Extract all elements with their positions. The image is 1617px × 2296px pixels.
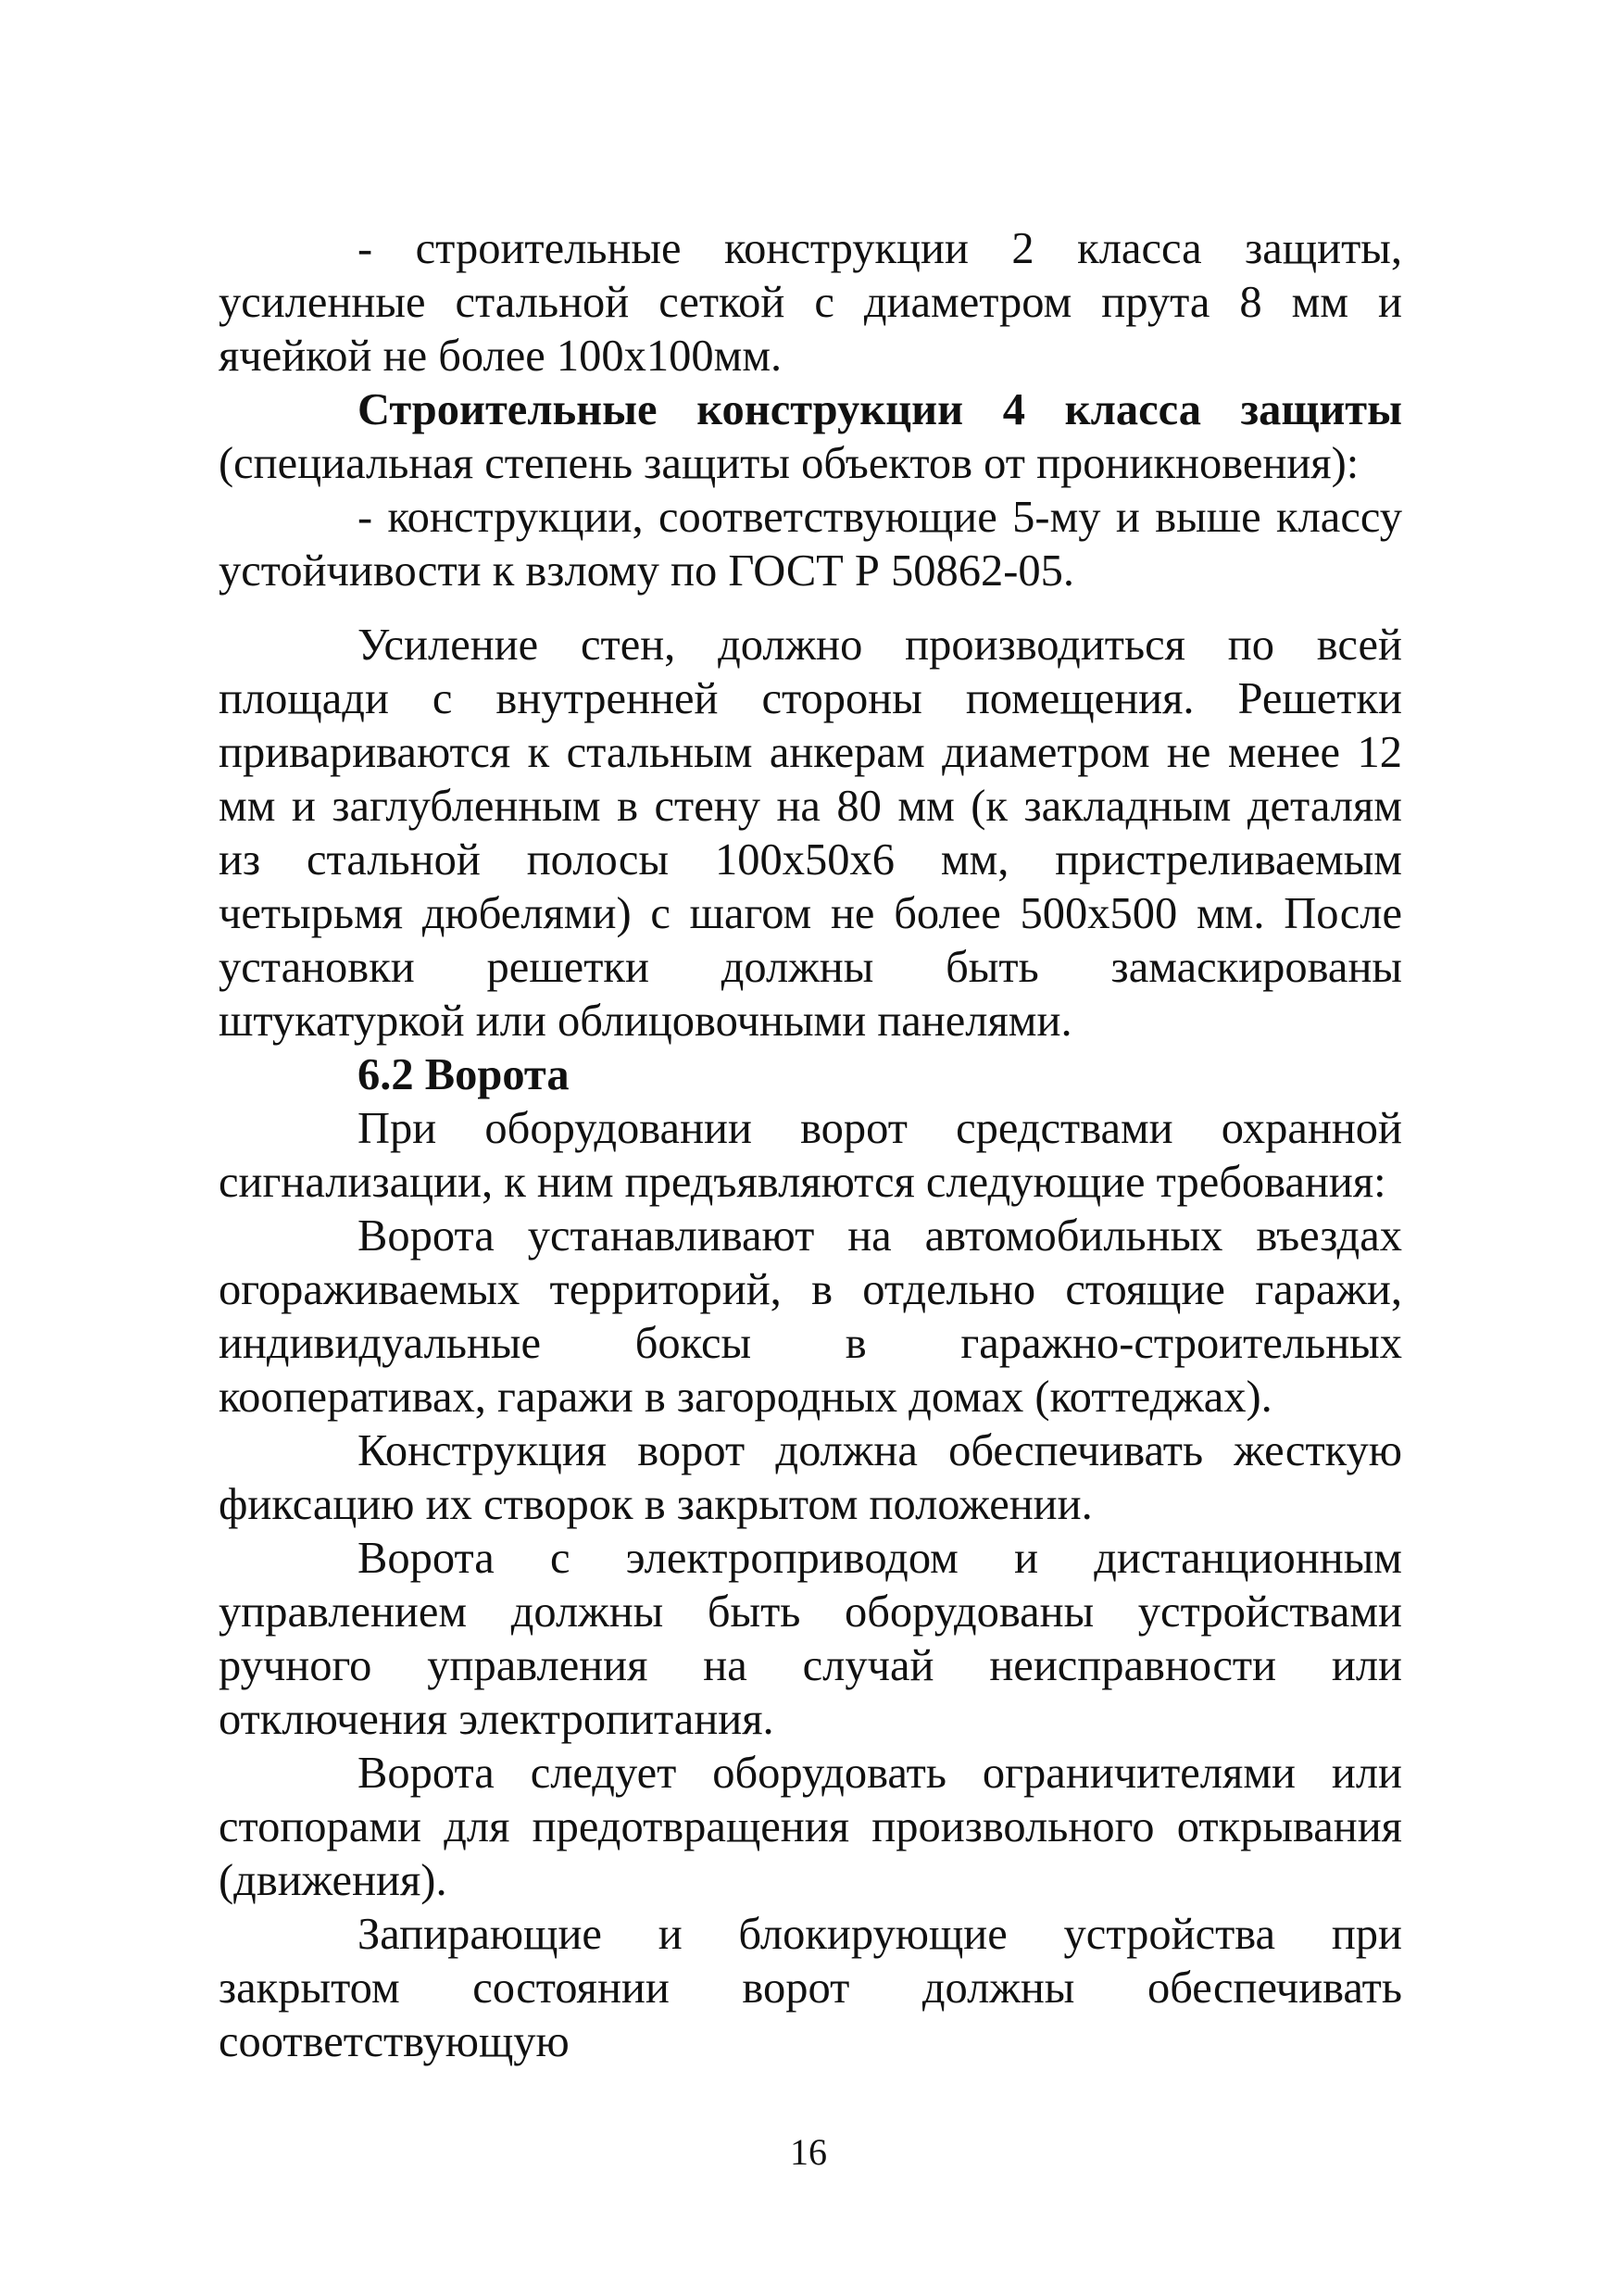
paragraph-wall-class-2: - строительные конструкции 2 класса защиты, усиленные стальной сеткой с диаметром прута 8 мм и ячейкой не более 100х100мм.	[219, 224, 1402, 381]
paragraph-class-5-construction: - конструкции, соответствующие 5-му и выше классу устойчивости к взлому по ГОСТ Р 50862-05.	[219, 493, 1402, 596]
body-text	[219, 222, 1402, 2069]
paragraph-gates-limiters: Ворота следует оборудовать ограничителями или стопорами для предотвращения произвольного открывания (движения).	[219, 1749, 1402, 1905]
class-4-heading: Строительные конструкции 4 класса защиты	[357, 385, 1402, 434]
paragraph-class-4	[219, 383, 1402, 491]
page-number: 16	[790, 2131, 827, 2173]
paragraph-gates-electric: Ворота с электроприводом и дистанционным управлением должны быть оборудованы устройствами ручного управления на случай неисправности или отключения электропитания.	[219, 1534, 1402, 1744]
paragraph-gates-fixation: Конструкция ворот должна обеспечивать жесткую фиксацию их створок в закрытом положении.	[219, 1426, 1402, 1529]
section-heading-gates: 6.2 Ворота	[357, 1050, 570, 1099]
paragraph-gates-intro: При оборудовании ворот средствами охранной сигнализации, к ним предъявляются следующие требования:	[219, 1104, 1402, 1207]
paragraph-gates-locks: Запирающие и блокирующие устройства при закрытом состоянии ворот должны обеспечивать соответствующую	[219, 1910, 1402, 2066]
paragraph-wall-reinforcement: Усиление стен, должно производиться по всей площади с внутренней стороны помещения. Решетки привариваются к стальным анкерам диаметром не менее 12 мм и заглубленным в стену на 80 мм (к закладным деталям из стальной полосы 100х50х6 мм, пристреливаемым четырьмя дюбелями) с шагом не более 500х500 мм. После установки решетки должны быть замаскированы штукатуркой или облицовочными панелями.	[219, 621, 1402, 1046]
class-4-description: (специальная степень защиты объектов от проникновения):	[219, 439, 1360, 488]
paragraph-gates-installation: Ворота устанавливают на автомобильных въездах огораживаемых территорий, в отдельно стоящие гаражи, индивидуальные боксы в гаражно-строительных кооперативах, гаражи в загородных домах (коттеджах).	[219, 1211, 1402, 1422]
